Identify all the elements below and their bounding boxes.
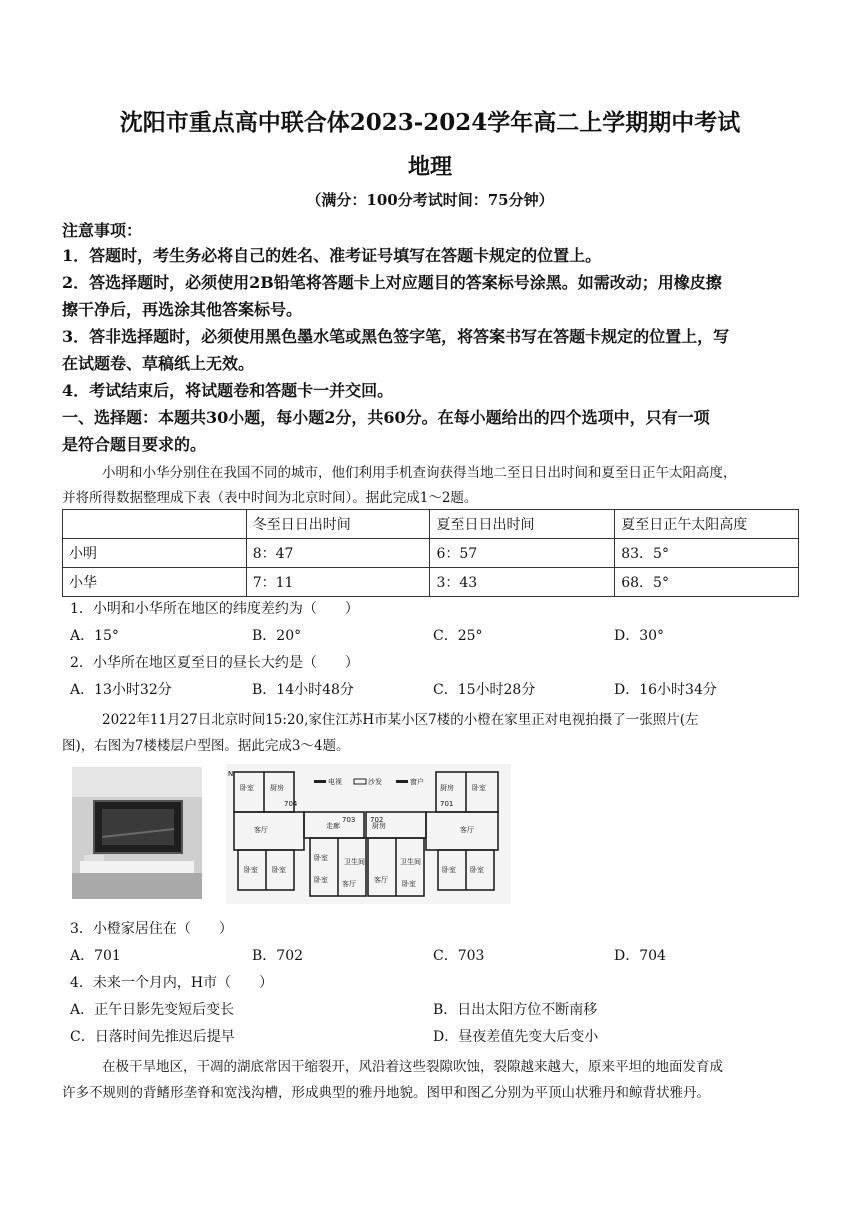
room-label: 客厅 [374,876,388,884]
question-stem: 3．小橙家居住在（ ） [70,921,233,937]
room-label: 客厅 [254,826,268,834]
subject-title: 地理 [407,154,452,180]
legend-sofa-label: 沙发 [368,778,382,786]
table-cell: 68．5° [615,568,799,597]
question-stem: 2．小华所在地区夏至日的昼长大约是（ ） [70,655,359,671]
table-header-cell: 夏至日正午太阳高度 [615,510,799,539]
room-label: 客厅 [342,880,356,888]
option-a: A．15° [70,628,119,644]
room-label: 卧室 [402,880,416,888]
table-header-cell [63,510,247,539]
notice-item: 2．答选择题时，必须使用2B铅笔将答题卡上对应题目的答案标号涂黑。如需改动；用橡皮擦 [62,273,722,292]
passage-text: 小明和小华分别住在我国不同的城市，他们利用手机查询获得当地二至日日出时间和夏至日正午太阳高度， [102,465,737,481]
room-label: 卧室 [272,866,286,874]
room-label: 厨房 [372,822,386,830]
question-stem: 1．小明和小华所在地区的纬度差约为（ ） [70,601,359,617]
notice-heading: 注意事项： [62,221,143,240]
room-label: 卫生间 [400,858,421,866]
table-cell: 83．5° [615,539,799,568]
table-header-row [63,510,799,539]
passage-text: 许多不规则的背鳍形垄脊和宽浅沟槽，形成典型的雅丹地貌。图甲和图乙分别为平顶山状雅丹和鲸背状雅丹。 [62,1085,710,1101]
notice-item: 1．答题时，考生务必将自己的姓名、准考证号填写在答题卡规定的位置上。 [62,246,602,265]
table-header-cell: 夏至日日出时间 [430,510,615,539]
unit-label-701: 701 [440,800,454,808]
score-time-line: （满分：100分考试时间：75分钟） [306,191,554,209]
room-label: 卧室 [470,866,484,874]
passage-text: 并将所得数据整理成下表（表中时间为北京时间）。据此完成1～2题。 [62,490,478,506]
data-table [62,509,799,597]
legend-tv-label: 电视 [328,778,342,786]
notice-item: 3．答非选择题时，必须使用黑色墨水笔或黑色签字笔，将答案书写在答题卡规定的位置上，写 [62,327,730,346]
option-c: C．日落时间先推迟后提早 [70,1029,235,1045]
section-heading: 一、选择题：本题共30小题，每小题2分，共60分。在每小题给出的四个选项中，只有一项 [62,408,710,427]
table-cell: 7：11 [246,568,430,597]
north-label: N [228,770,234,778]
room-label: 卧室 [240,784,254,792]
table-cell: 3：43 [430,568,615,597]
room-label: 走廊 [326,822,340,830]
option-c: C．25° [433,628,483,644]
tv-photo [72,767,202,899]
option-d: D．704 [614,948,666,964]
option-d: D．30° [614,628,665,644]
passage-text: 图)，右图为7楼楼层户型图。据此完成3～4题。 [62,738,350,754]
room-label: 卧室 [314,854,328,862]
room-label: 卧室 [472,784,486,792]
notice-item: 在试题卷、草稿纸上无效。 [62,354,255,373]
section-heading-cont: 是符合题目要求的。 [62,435,207,454]
passage-text: 在极干旱地区，干凋的湖底常因干缩裂开，风沿着这些裂隙吹蚀，裂隙越来越大，原来平坦的地面发育成 [102,1059,723,1075]
table-cell: 小华 [63,568,247,597]
option-b: B．14小时48分 [252,682,354,698]
room-label: 厨房 [440,784,454,792]
unit-label-704: 704 [284,800,298,808]
unit-label-703: 703 [342,816,356,824]
option-c: C．15小时28分 [433,682,536,698]
room-label: 卧室 [442,866,456,874]
option-b: B．702 [252,948,304,964]
table-header-cell: 冬至日日出时间 [246,510,430,539]
notice-item: 擦干净后，再选涂其他答案标号。 [62,300,303,319]
legend-window-label: 窗户 [410,778,424,786]
exam-title: 沈阳市重点高中联合体2023-2024学年高二上学期期中考试 [119,109,741,136]
option-d: D．16小时34分 [614,682,717,698]
table-cell: 小明 [63,539,247,568]
option-b: B．20° [252,628,302,644]
floor-plan-diagram [226,764,511,904]
option-a: A．701 [70,948,121,964]
table-cell: 6：57 [430,539,615,568]
room-label: 卧室 [314,876,328,884]
option-c: C．703 [433,948,485,964]
notice-item: 4．考试结束后，将试题卷和答题卡一并交回。 [62,381,394,400]
room-label: 厨房 [270,784,284,792]
option-d: D．昼夜差值先变大后变小 [433,1029,599,1045]
room-label: 卧室 [244,866,258,874]
option-b: B．日出太阳方位不断南移 [433,1002,598,1018]
table-cell: 8：47 [246,539,430,568]
passage-text: 2022年11月27日北京时间15:20,家住江苏H市某小区7楼的小橙在家里正对电视拍摄了一张照片(左 [102,712,699,728]
table-row [63,539,799,568]
question-stem: 4．未来一个月内，H市（ ） [70,975,274,991]
room-label: 卫生间 [344,858,365,866]
unit-label-702: 702 [370,816,384,824]
option-a: A．13小时32分 [70,682,172,698]
room-label: 客厅 [460,826,474,834]
option-a: A．正午日影先变短后变长 [70,1002,235,1018]
table-row [63,568,799,597]
